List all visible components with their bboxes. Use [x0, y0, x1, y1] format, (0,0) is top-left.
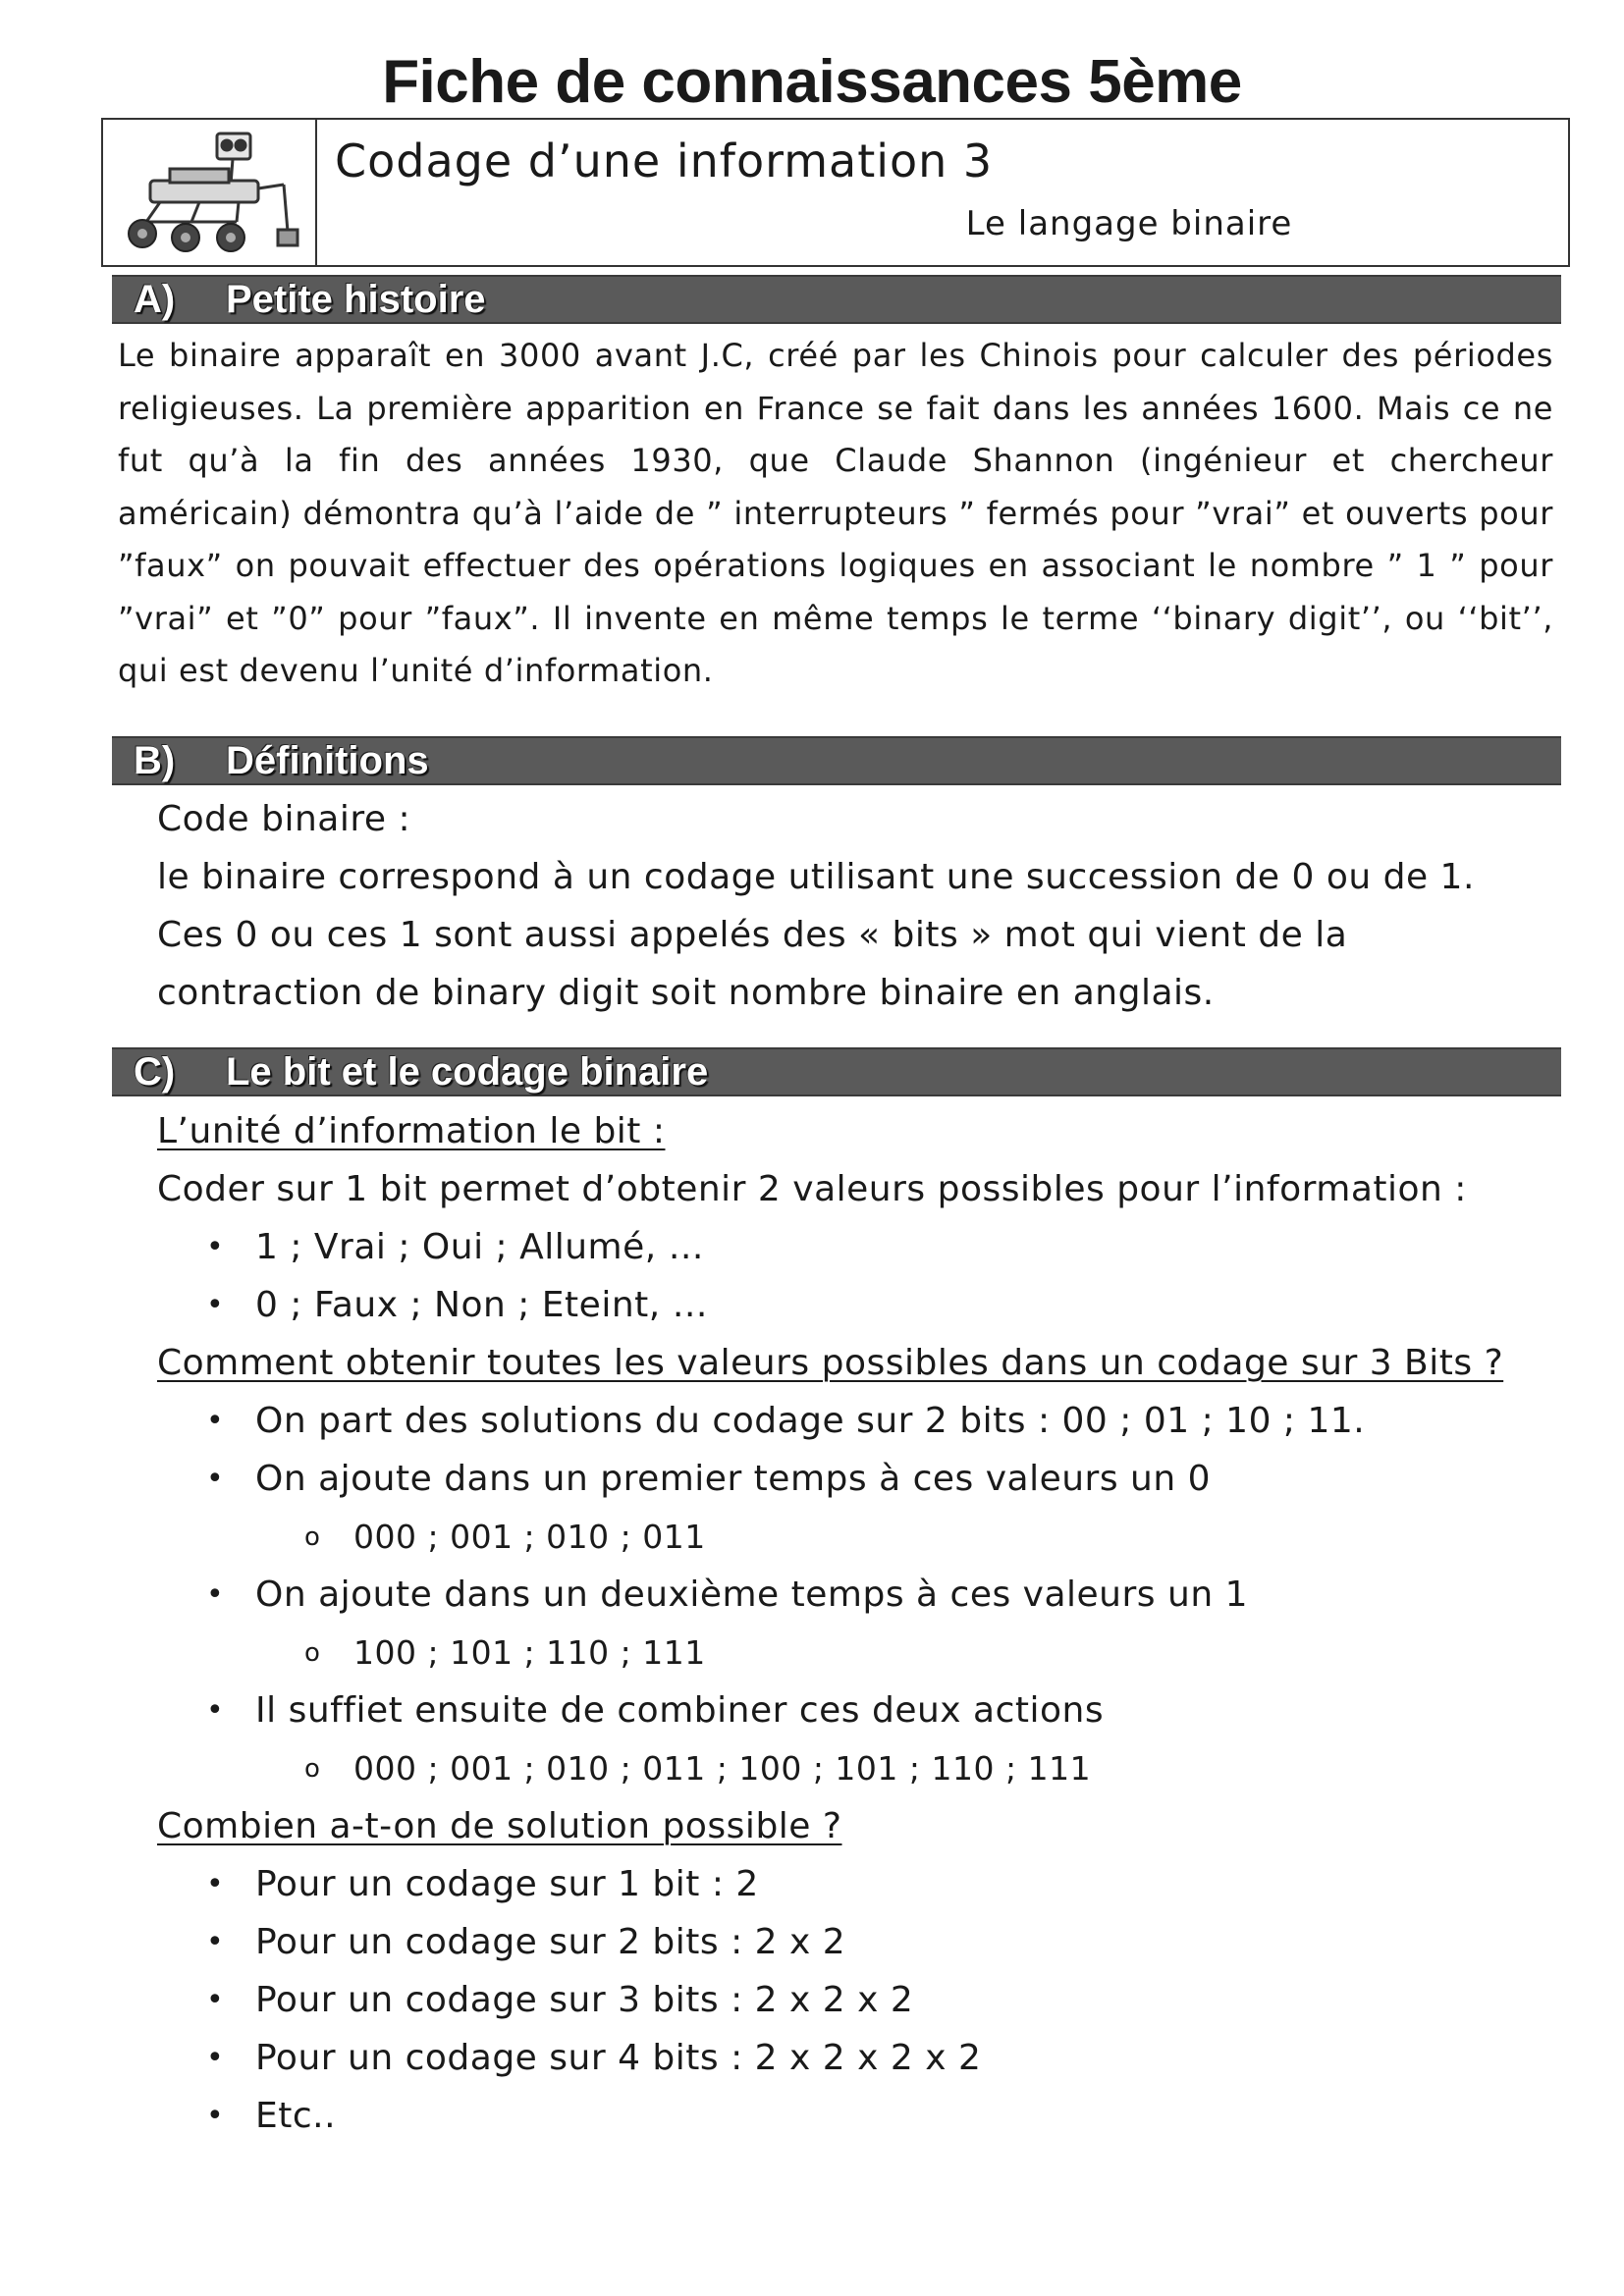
- method-substep: 000 ; 001 ; 010 ; 011 ; 100 ; 101 ; 110 ; 111: [353, 1749, 1092, 1788]
- bit-value-item: 0 ; Faux ; Non ; Eteint, …: [255, 1285, 709, 1325]
- method-step: On part des solutions du codage sur 2 bits : 00 ; 01 ; 10 ; 11.: [255, 1401, 1366, 1441]
- bullet-icon: •: [206, 2041, 224, 2075]
- method-substep: 100 ; 101 ; 110 ; 111: [353, 1633, 706, 1672]
- section-a-label: Petite histoire: [226, 278, 486, 321]
- header-main-title: Codage d’une information 3: [335, 134, 994, 187]
- count-item: Pour un codage sur 2 bits : 2 x 2: [255, 1922, 846, 1962]
- definition-line: contraction de binary digit soit nombre binaire en anglais.: [157, 973, 1215, 1013]
- bit-value-item: 1 ; Vrai ; Oui ; Allumé, …: [255, 1227, 705, 1267]
- robot-rover-icon: [111, 124, 307, 261]
- count-item: Pour un codage sur 3 bits : 2 x 2 x 2: [255, 1980, 914, 2020]
- definition-line: Ces 0 ou ces 1 sont aussi appelés des « bits » mot qui vient de la: [157, 915, 1348, 955]
- method-heading: Comment obtenir toutes les valeurs possibles dans un codage sur 3 Bits ?: [157, 1343, 1504, 1383]
- header-text: [317, 120, 1568, 265]
- bullet-icon: •: [206, 1462, 224, 1496]
- count-heading: Combien a-t-on de solution possible ?: [157, 1806, 842, 1846]
- sub-bullet-icon: o: [304, 1638, 320, 1668]
- count-item: Etc..: [255, 2096, 337, 2136]
- logo-cell: [103, 120, 317, 265]
- method-step: On ajoute dans un deuxième temps à ces valeurs un 1: [255, 1575, 1248, 1615]
- bullet-icon: •: [206, 1693, 224, 1728]
- header-subtitle: Le langage binaire: [965, 204, 1293, 243]
- bullet-icon: •: [206, 1867, 224, 1901]
- section-a-text: Le binaire apparaît en 3000 avant J.C, créé par les Chinois pour calculer des périodes religieuses. La première apparition en France se fait dans les années 1600. Mais ce ne fut qu’à la fin des années 1930, que Claude Shannon (ingénieur et chercheur américain) démontra qu’à l’aide de ” interrupteurs ” fermés pour ”vrai” et ouverts pour ”faux” on pouvait effectuer des opérations logiques en associant le nombre ” 1 ” pour ”vrai” et ”0” pour ”faux”. Il invente en même temps le terme ‘‘binary digit’’, ou ‘‘bit’’, qui est devenu l’unité d’information.: [118, 337, 1553, 689]
- section-b-bar: [112, 736, 1561, 785]
- definition-line: Code binaire :: [157, 799, 411, 839]
- header-box: [101, 118, 1570, 267]
- bullet-icon: •: [206, 1925, 224, 1959]
- sub-bullet-icon: o: [304, 1754, 320, 1784]
- count-item: Pour un codage sur 4 bits : 2 x 2 x 2 x 2: [255, 2038, 982, 2078]
- definition-line: le binaire correspond à un codage utilisant une succession de 0 ou de 1.: [157, 857, 1475, 897]
- count-item: Pour un codage sur 1 bit : 2: [255, 1864, 759, 1904]
- bullet-icon: •: [206, 1404, 224, 1438]
- method-substep: 000 ; 001 ; 010 ; 011: [353, 1518, 706, 1556]
- bullet-icon: •: [206, 1577, 224, 1612]
- bullet-icon: •: [206, 1288, 224, 1322]
- section-b-letter: B): [134, 739, 176, 782]
- page-title: Fiche de connaissances 5ème: [382, 48, 1242, 116]
- section-b-label: Définitions: [226, 739, 429, 782]
- bullet-icon: •: [206, 1983, 224, 2017]
- unit-intro: Coder sur 1 bit permet d’obtenir 2 valeurs possibles pour l’information :: [157, 1169, 1467, 1209]
- section-c-bar: [112, 1047, 1561, 1096]
- section-a-bar: [112, 275, 1561, 324]
- section-c-label: Le bit et le codage binaire: [226, 1050, 709, 1094]
- unit-heading: L’unité d’information le bit :: [157, 1111, 666, 1151]
- method-step: Il suffiet ensuite de combiner ces deux actions: [255, 1690, 1105, 1731]
- bullet-icon: •: [206, 1230, 224, 1264]
- sub-bullet-icon: o: [304, 1522, 320, 1552]
- method-step: On ajoute dans un premier temps à ces valeurs un 0: [255, 1459, 1212, 1499]
- bullet-icon: •: [206, 2099, 224, 2133]
- section-a-letter: A): [134, 278, 176, 321]
- section-c-letter: C): [134, 1050, 176, 1094]
